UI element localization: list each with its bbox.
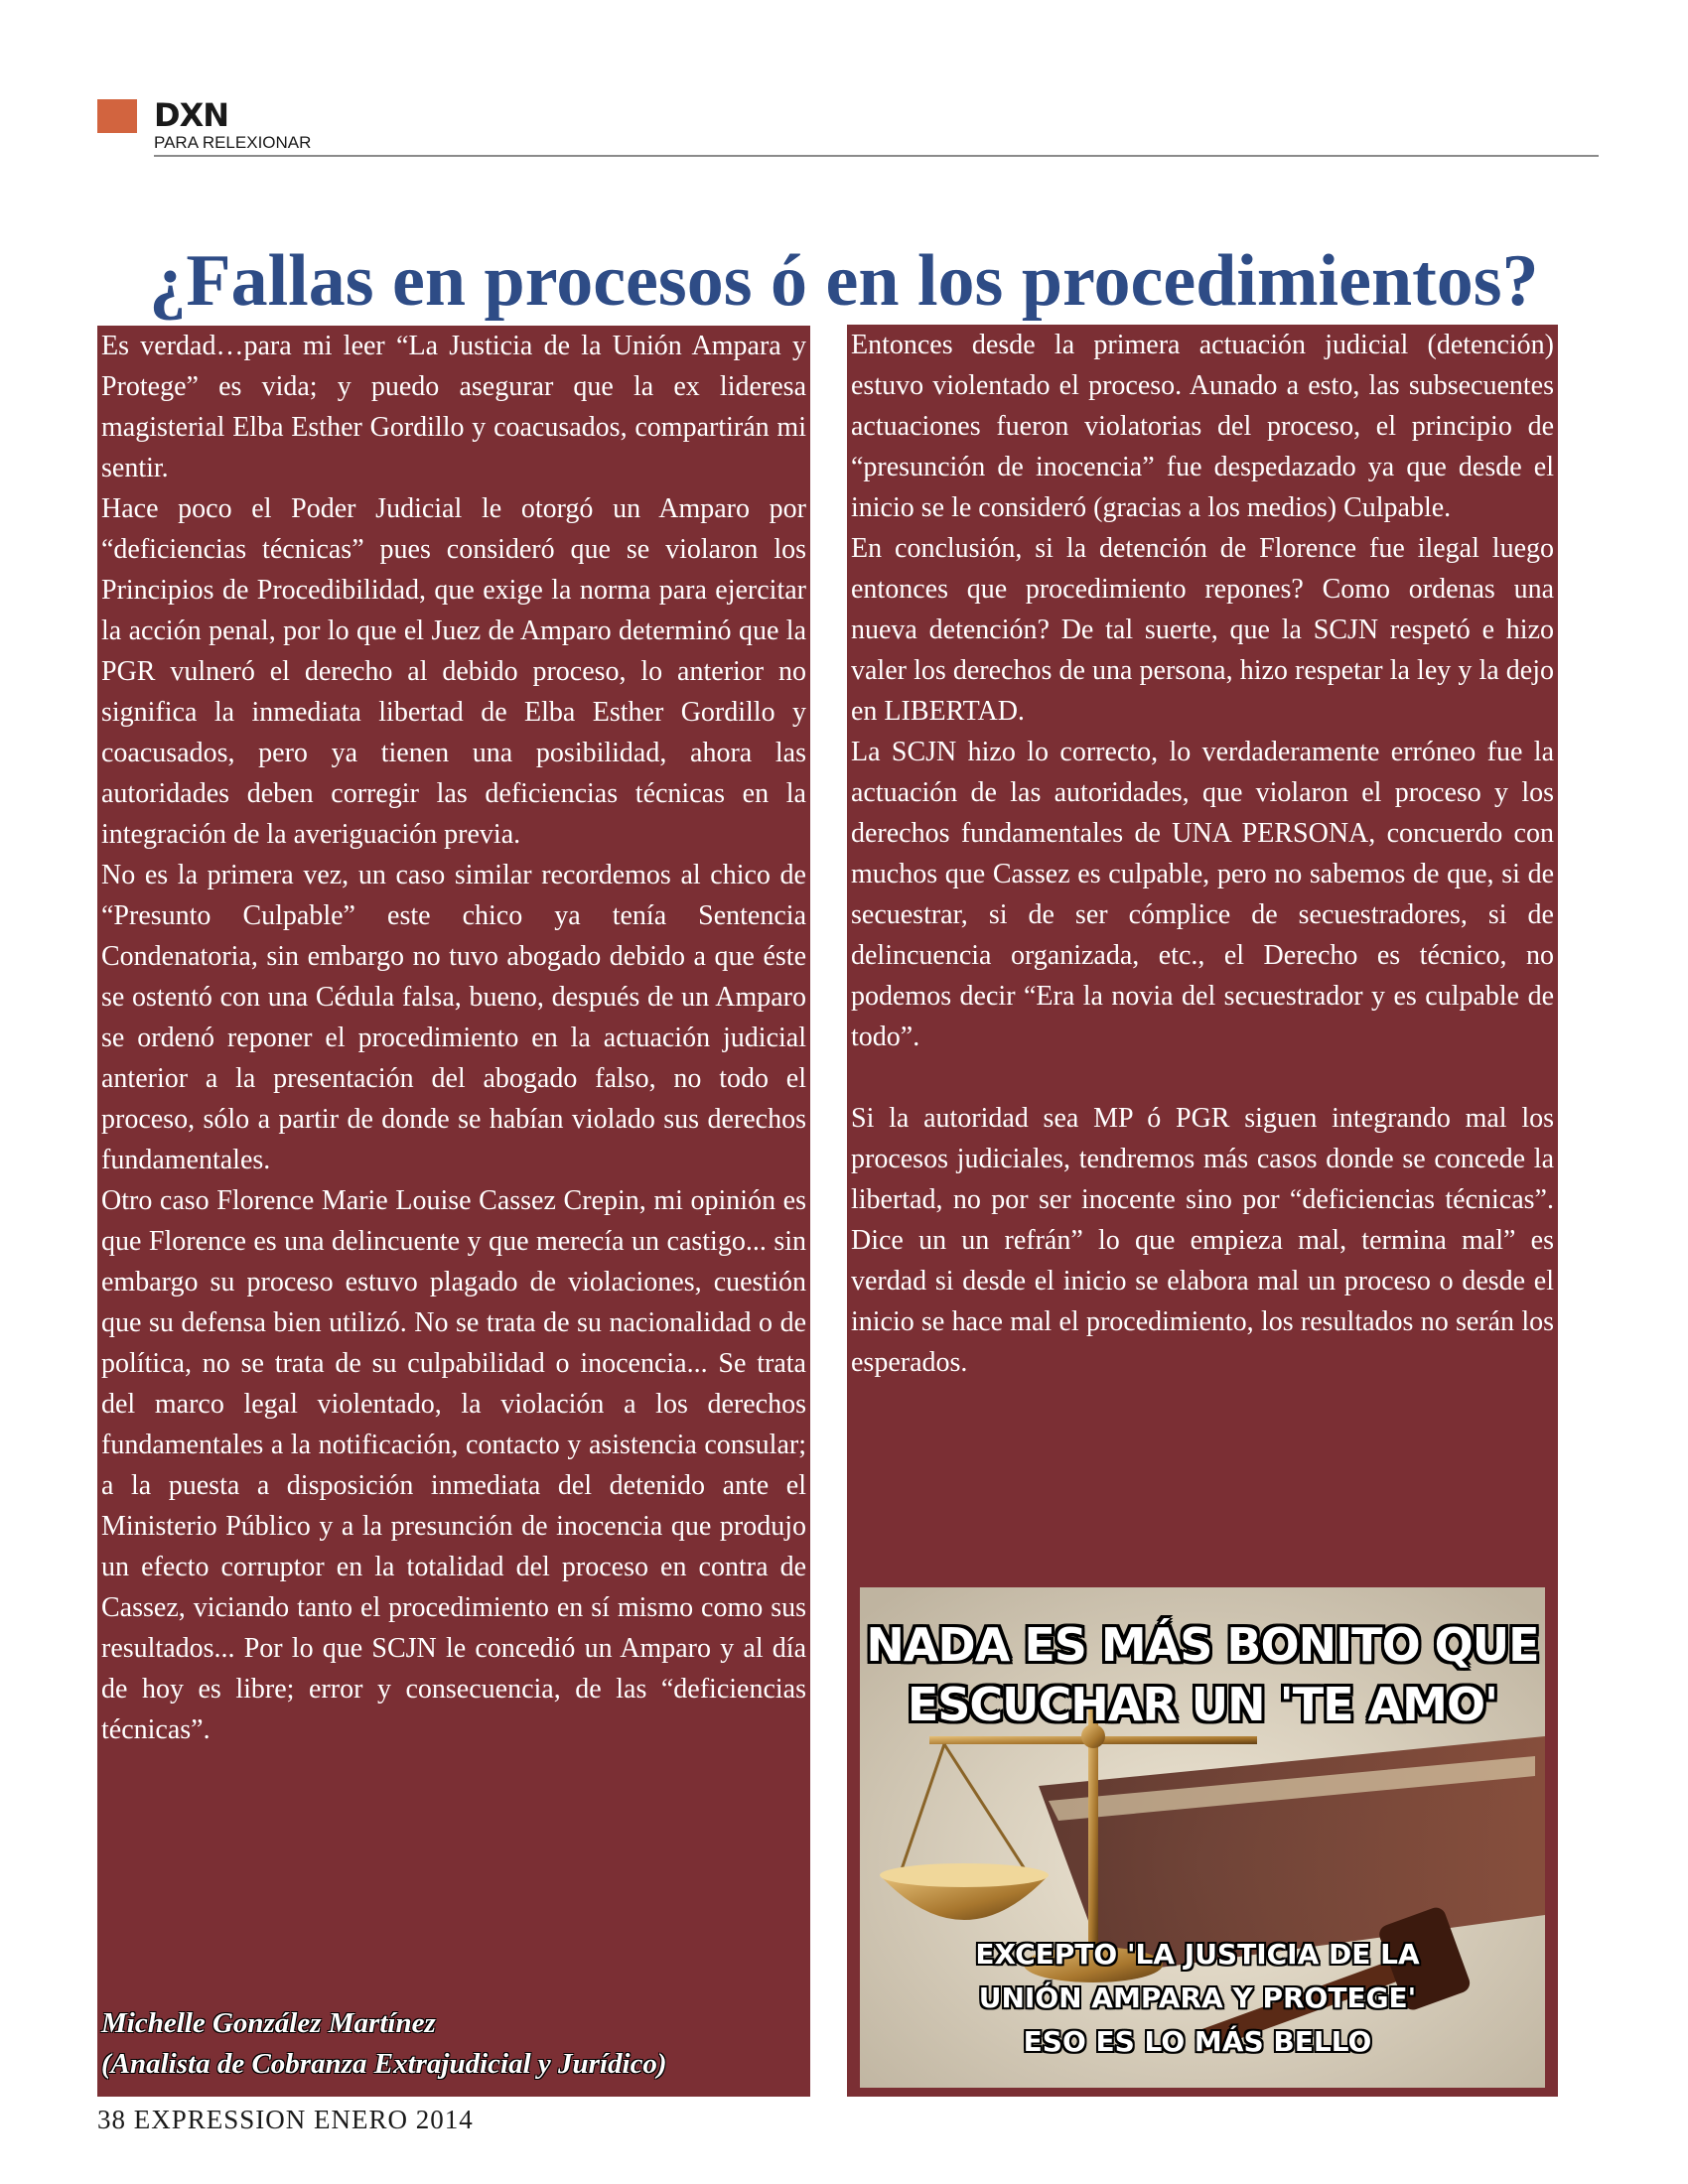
meme-bottom-line: EXCEPTO 'LA JUSTICIA DE LA xyxy=(975,1938,1420,1971)
page-title: ¿Fallas en procesos ó en los procedimientos? xyxy=(149,239,1539,322)
meme-top-line: NADA ES MÁS BONITO QUE xyxy=(866,1618,1539,1672)
meme-top-line: ESCUCHAR UN 'TE AMO' xyxy=(907,1678,1498,1731)
meme-bottom-caption xyxy=(919,1933,1476,2064)
author-name: Michelle González Martínez xyxy=(101,2007,436,2039)
paragraph: Hace poco el Poder Judicial le otorgó un Amparo por “deficiencias técnicas” pues consideró que se violaron los Principios de Procedibilidad, que exige la norma para ejercitar la acción penal, por lo que el Juez de Amparo determinó que la PGR vulneró el derecho al debido proceso, lo anterior no significa la inmediata libertad de Elba Esther Gordillo y coacusados, pero ya tienen una posibilidad, ahora las autoridades deben corregir las deficiencias técnicas en la integración de la averiguación previa. xyxy=(101,493,806,850)
page-number: 38 xyxy=(97,2105,126,2134)
brand-logo-text: DXN xyxy=(154,96,229,134)
spacer xyxy=(851,1057,1554,1098)
paragraph: En conclusión, si la detención de Florence fue ilegal luego entonces que procedimiento repones? Como ordenas una nueva detención? De tal suerte, que la SCJN respetó e hizo valer los derechos de una persona, hizo respetar la ley y la dejo en LIBERTAD. xyxy=(851,533,1554,727)
paragraph: Es verdad…para mi leer “La Justicia de la Unión Ampara y Protege” es vida; y puedo asegurar que la ex lideresa magisterial Elba Esther Gordillo y coacusados, compartirán mi sentir. xyxy=(101,331,806,483)
paragraph: La SCJN hizo lo correcto, lo verdaderamente erróneo fue la actuación de las autoridades, que violaron el proceso y los derechos fundamentales de UNA PERSONA, concuerdo con muchos que Cassez es culpable, pero no sabemos de que, si de secuestrar, si de ser cómplice de secuestradores, si de delincuencia organizada, etc., el Derecho es técnico, no podemos decir “Era la novia del secuestrador y es culpable de todo”. xyxy=(851,737,1554,1052)
right-column xyxy=(847,325,1558,2097)
paragraph: Otro caso Florence Marie Louise Cassez Crepin, mi opinión es que Florence es una delincuente y que merecía un castigo... sin embargo su proceso estuvo plagado de violaciones, cuestión que su defensa bien utilizó. No se trata de su nacionalidad o de política, no se trata de su culpabilidad o inocencia... Se trata del marco legal violentado, la violación a los derechos fundamentales a la notificación, contacto y asistencia consular; a la puesta a disposición inmediata del detenido ante el Ministerio Público y a la presunción de inocencia que produjo un efecto corruptor en la totalidad del proceso en contra de Cassez, viciando tanto el procedimiento en sí mismo como sus resultados... Por lo que SCJN le concedió un Amparo y al día de hoy es libre; error y consecuencia, de las “deficiencias técnicas”. xyxy=(101,1185,806,1745)
right-column-text xyxy=(851,325,1554,1383)
meme-bottom-line: UNIÓN AMPARA Y PROTEGE' xyxy=(978,1981,1417,2014)
paragraph: Entonces desde la primera actuación judicial (detención) estuvo violentado el proceso. Aunado a esto, las subsecuentes actuaciones fueron violatorias del proceso, el principio de “presunción de inocencia” fue despedazado ya que desde el inicio se le consideró (gracias a los medios) Culpable. xyxy=(851,330,1554,523)
section-label: PARA RELEXIONAR xyxy=(154,133,312,152)
meme-top-caption xyxy=(860,1615,1545,1734)
justice-meme-image xyxy=(860,1587,1545,2088)
paragraph: No es la primera vez, un caso similar recordemos al chico de “Presunto Culpable” este chico ya tenía Sentencia Condenatoria, sin embargo no tuvo abogado debido a que éste se ostentó con una Cédula falsa, bueno, después de un Amparo se ordenó reponer el procedimiento en la actuación judicial anterior a la presentación del abogado falso, no todo el proceso, sólo a partir de donde se habían violado sus derechos fundamentales. xyxy=(101,860,806,1175)
page-footer xyxy=(97,2105,474,2135)
left-column-text xyxy=(101,326,806,1750)
header-divider xyxy=(154,155,1599,157)
meme-bottom-line: ESO ES LO MÁS BELLO xyxy=(1023,2025,1372,2058)
paragraph: Si la autoridad sea MP ó PGR siguen integrando mal los procesos judiciales, tendremos más casos donde se concede la libertad, no por ser inocente sino por “deficiencias técnicas”. Dice un un refrán” lo que empieza mal, termina mal” es verdad si desde el inicio se elabora mal un proceso o desde el inicio se hace mal el procedimiento, los resultados no serán los esperados. xyxy=(851,1103,1554,1378)
author-signature xyxy=(101,2003,667,2085)
left-column xyxy=(97,326,810,2097)
author-role: (Analista de Cobranza Extrajudicial y Jurídico) xyxy=(101,2048,667,2080)
publication-name: EXPRESSION ENERO 2014 xyxy=(133,2105,474,2134)
section-marker xyxy=(97,99,137,133)
